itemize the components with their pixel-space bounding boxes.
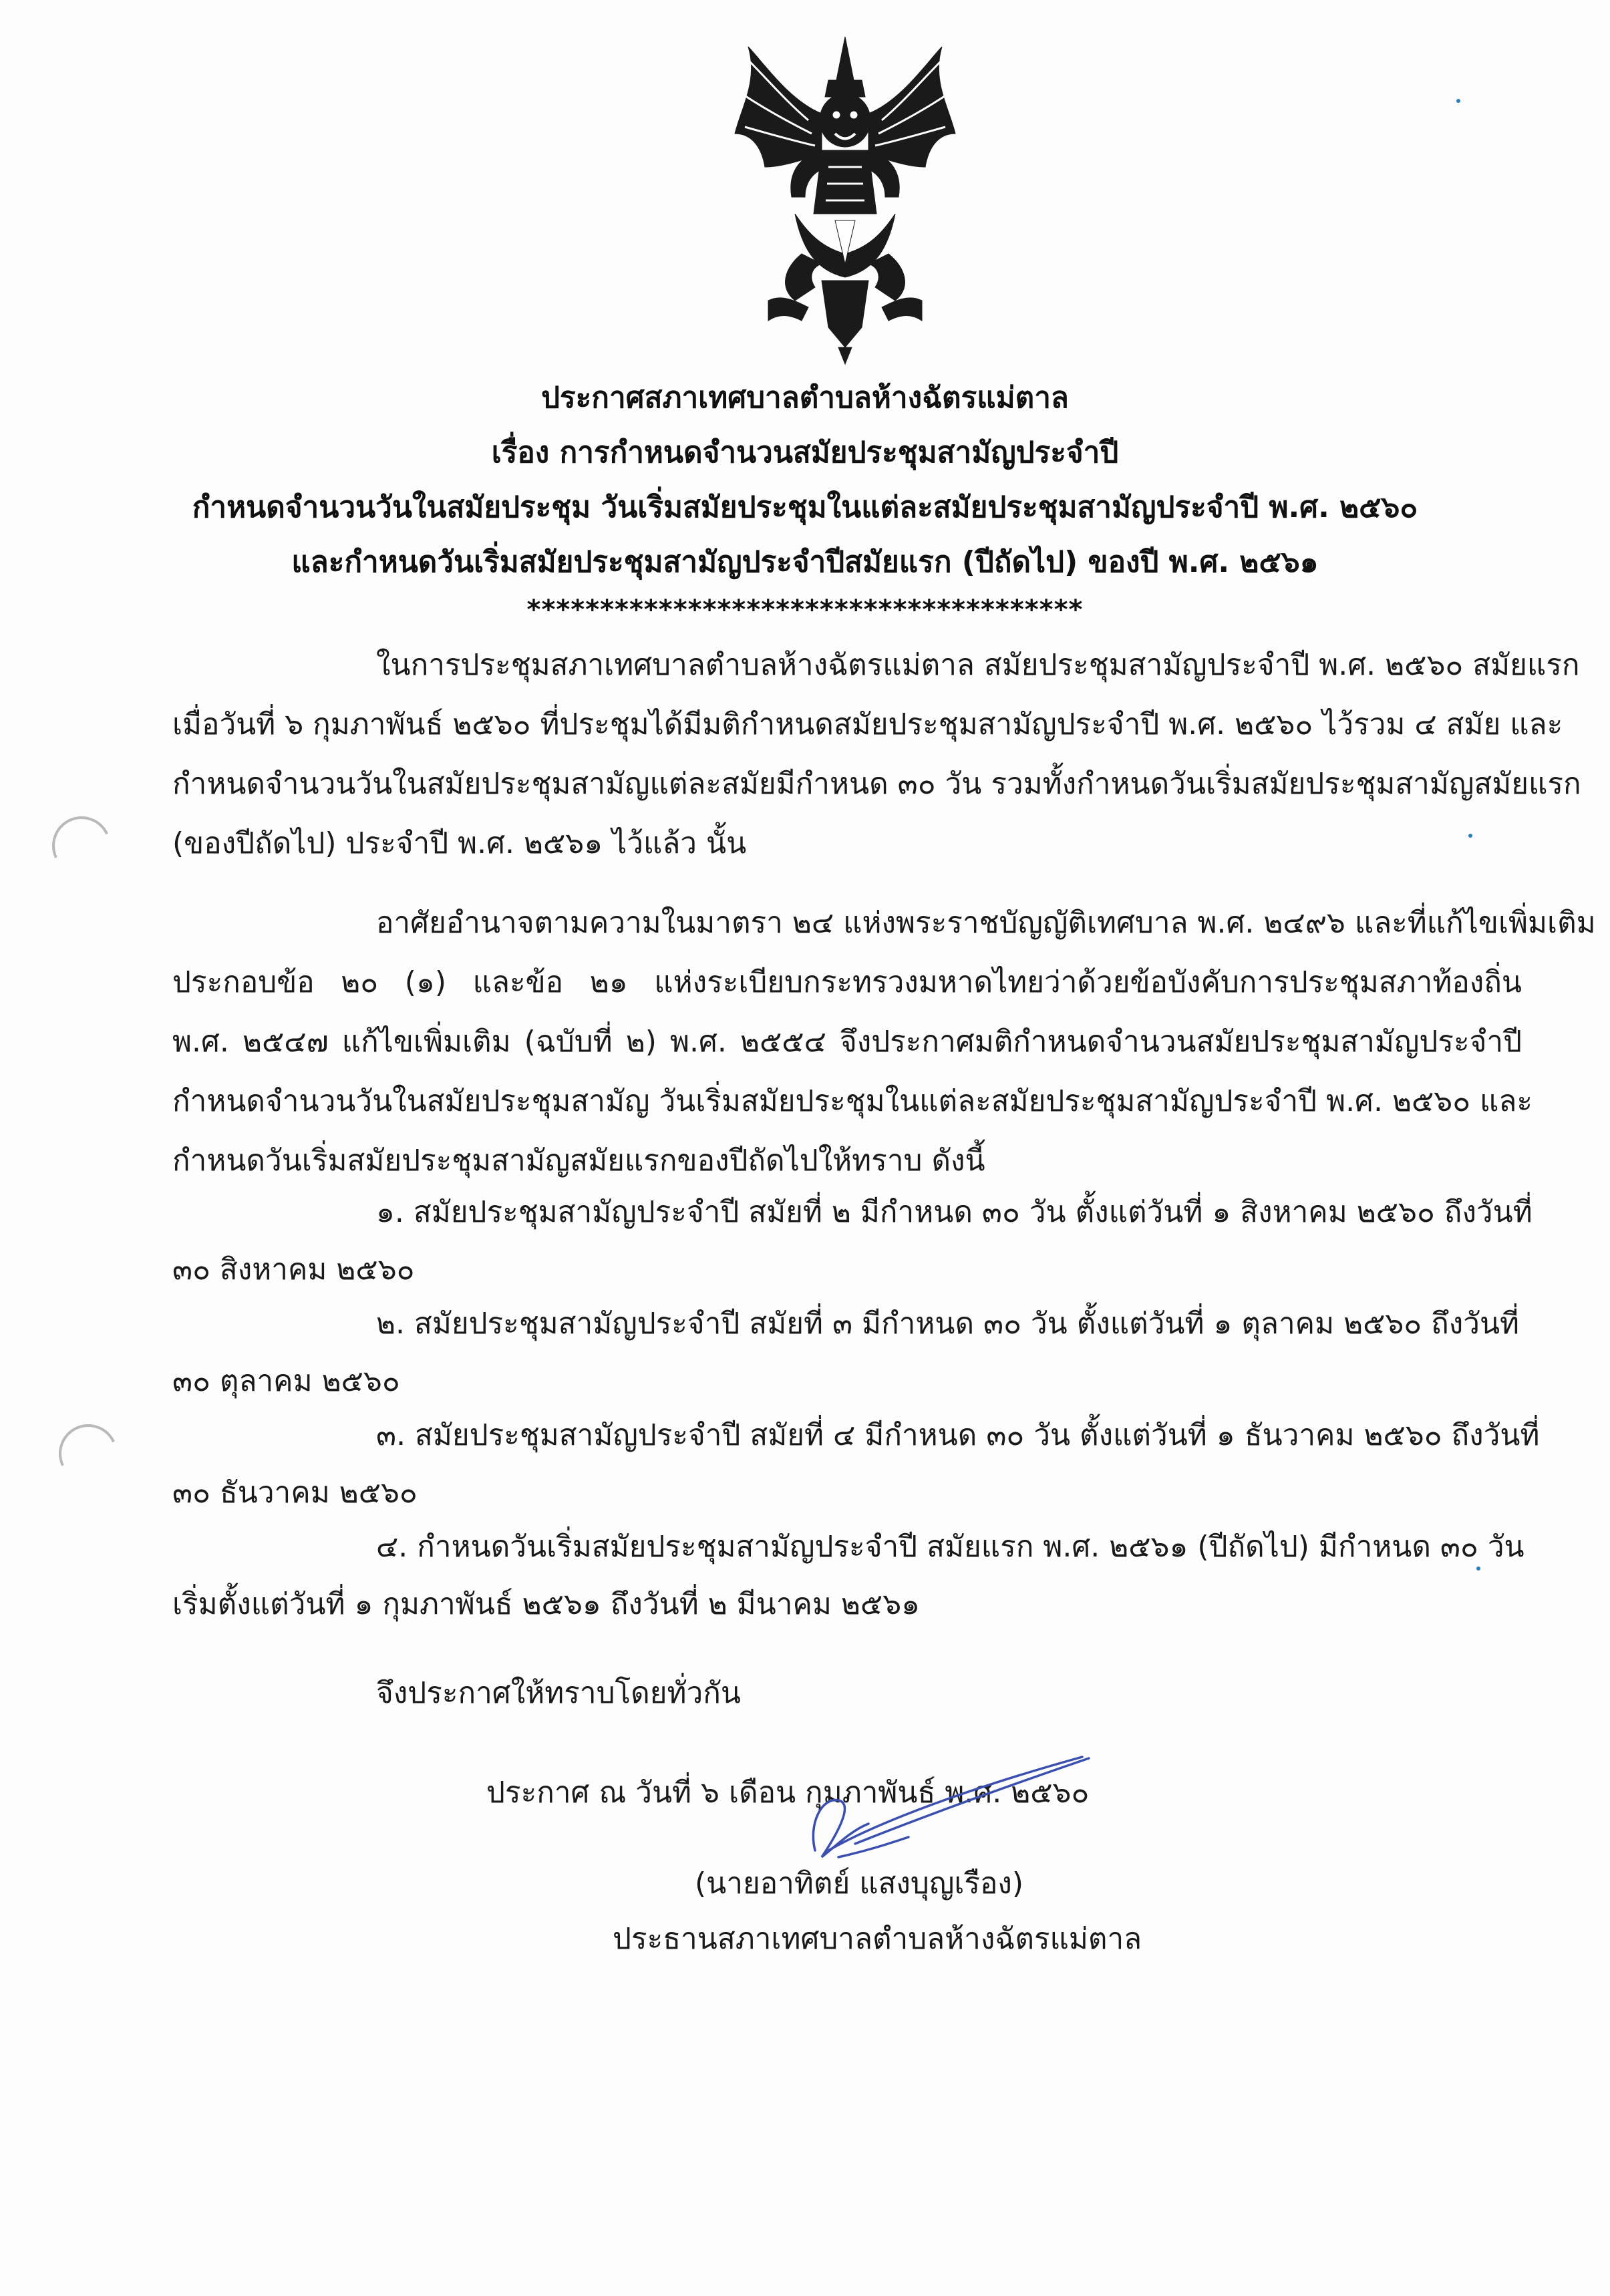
signatory-position: ประธานสภาเทศบาลตำบลห้างฉัตรแม่ตาล	[613, 1922, 1142, 1956]
para2-line-5: กำหนดวันเริ่มสมัยประชุมสามัญสมัยแรกของปีถัดไปให้ทราบ ดังนี้	[172, 1144, 985, 1178]
item-1-line-1: ๑. สมัยประชุมสามัญประจำปี สมัยที่ ๒ มีกำหนด ๓๐ วัน ตั้งแต่วันที่ ๑ สิงหาคม ๒๕๖๐ ถึงวันที่	[376, 1195, 1533, 1229]
item-4-line-1: ๔. กำหนดวันเริ่มสมัยประชุมสามัญประจำปี สมัยแรก พ.ศ. ๒๕๖๑ (ปีถัดไป) มีกำหนด ๓๐ วัน	[376, 1530, 1524, 1564]
title-line-1: ประกาศสภาเทศบาลตำบลห้างฉัตรแม่ตาล	[541, 381, 1069, 415]
garuda-emblem	[721, 33, 969, 367]
signatory-name: (นายอาทิตย์ แสงบุญเรือง)	[695, 1866, 1024, 1901]
announcement-title	[0, 371, 1610, 630]
item-4-line-2: เริ่มตั้งแต่วันที่ ๑ กุมภาพันธ์ ๒๕๖๑ ถึงวันที่ ๒ มีนาคม ๒๕๖๑	[172, 1587, 921, 1621]
speck	[1468, 834, 1472, 838]
para1-line-1: ในการประชุมสภาเทศบาลตำบลห้างฉัตรแม่ตาล สมัยประชุมสามัญประจำปี พ.ศ. ๒๕๖๐ สมัยแรก	[376, 648, 1580, 682]
para1-line-4: (ของปีถัดไป) ประจำปี พ.ศ. ๒๕๖๑ ไว้แล้ว นั้น	[172, 826, 747, 860]
title-line-2: เรื่อง การกำหนดจำนวนสมัยประชุมสามัญประจำปี	[491, 436, 1119, 470]
para1-line-3: กำหนดจำนวนวันในสมัยประชุมสามัญแต่ละสมัยมีกำหนด ๓๐ วัน รวมทั้งกำหนดวันเริ่มสมัยประชุมสามัญสมัยแรก	[172, 767, 1581, 801]
item-2-line-1: ๒. สมัยประชุมสามัญประจำปี สมัยที่ ๓ มีกำหนด ๓๐ วัน ตั้งแต่วันที่ ๑ ตุลาคม ๒๕๖๐ ถึงวันที่	[376, 1307, 1520, 1341]
para2-line-4: กำหนดจำนวนวันในสมัยประชุมสามัญ วันเริ่มสมัยประชุมในแต่ละสมัยประชุมสามัญประจำปี พ.ศ. ๒๕๖๐ และ	[172, 1084, 1533, 1118]
title-line-3: กำหนดจำนวนวันในสมัยประชุม วันเริ่มสมัยประชุมในแต่ละสมัยประชุมสามัญประจำปี พ.ศ. ๒๕๖๐	[192, 490, 1418, 524]
punch-hole-top	[44, 808, 120, 884]
item-1-line-2: ๓๐ สิงหาคม ๒๕๖๐	[172, 1253, 415, 1287]
title-separator: **************************************	[526, 595, 1084, 625]
item-3-line-1: ๓. สมัยประชุมสามัญประจำปี สมัยที่ ๔ มีกำหนด ๓๐ วัน ตั้งแต่วันที่ ๑ ธันวาคม ๒๕๖๐ ถึงวันที่	[376, 1418, 1540, 1452]
title-line-4: และกำหนดวันเริ่มสมัยประชุมสามัญประจำปีสมัยแรก (ปีถัดไป) ของปี พ.ศ. ๒๕๖๑	[291, 545, 1319, 579]
para2-line-3: พ.ศ. ๒๕๔๗ แก้ไขเพิ่มเติม (ฉบับที่ ๒) พ.ศ. ๒๕๕๔ จึงประกาศมติกำหนดจำนวนสมัยประชุมสามัญประจำปี	[172, 1025, 1522, 1059]
para1-line-2: เมื่อวันที่ ๖ กุมภาพันธ์ ๒๕๖๐ ที่ประชุมได้มีมติกำหนดสมัยประชุมสามัญประจำปี พ.ศ. ๒๕๖๐ ไว้รวม ๔ สมัย และ	[172, 707, 1563, 742]
date-line: ประกาศ ณ วันที่ ๖ เดือน กุมภาพันธ์ พ.ศ. ๒๕๖๐	[486, 1776, 1090, 1810]
speck	[1456, 99, 1460, 103]
item-3-line-2: ๓๐ ธันวาคม ๒๕๖๐	[172, 1476, 418, 1510]
punch-hole-bottom	[51, 1416, 126, 1492]
para2-line-1: อาศัยอำนาจตามความในมาตรา ๒๔ แห่งพระราชบัญญัติเทศบาล พ.ศ. ๒๔๙๖ และที่แก้ไขเพิ่มเติม	[376, 906, 1596, 940]
closing-text: จึงประกาศให้ทราบโดยทั่วกัน	[376, 1676, 741, 1710]
item-2-line-2: ๓๐ ตุลาคม ๒๕๖๐	[172, 1364, 400, 1398]
para2-line-2: ประกอบข้อ ๒๐ (๑) และข้อ ๒๑ แห่งระเบียบกระทรวงมหาดไทยว่าด้วยข้อบังคับการประชุมสภาท้องถิ่น	[172, 965, 1522, 999]
